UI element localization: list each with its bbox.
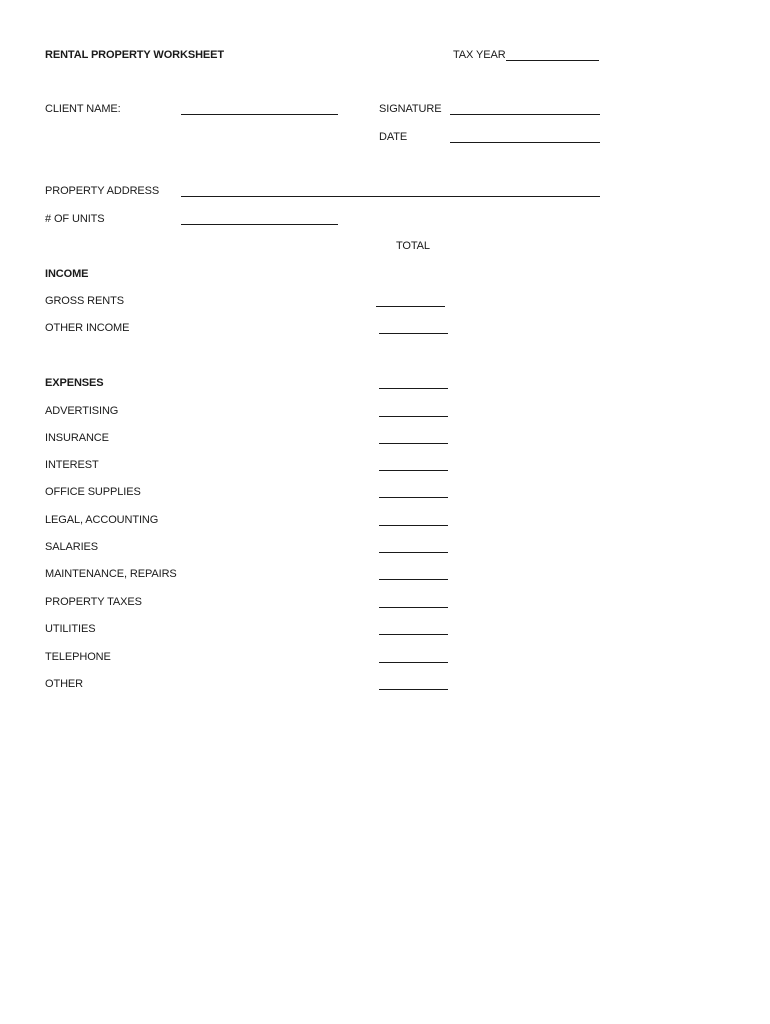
expense-item-insurance: INSURANCE	[45, 432, 109, 444]
utilities-field[interactable]	[379, 634, 448, 635]
advertising-field[interactable]	[379, 416, 448, 417]
income-item-other-income: OTHER INCOME	[45, 322, 130, 334]
other-expense-field[interactable]	[379, 689, 448, 690]
expense-item-telephone: TELEPHONE	[45, 651, 111, 663]
interest-field[interactable]	[379, 470, 448, 471]
insurance-field[interactable]	[379, 443, 448, 444]
property-taxes-field[interactable]	[379, 607, 448, 608]
units-field[interactable]	[181, 224, 338, 225]
expenses-heading: EXPENSES	[45, 377, 104, 389]
client-name-field[interactable]	[181, 114, 338, 115]
expense-item-other: OTHER	[45, 678, 84, 690]
tax-year-field[interactable]	[506, 60, 599, 61]
date-field[interactable]	[450, 142, 600, 143]
expense-item-advertising: ADVERTISING	[45, 405, 119, 417]
legal-accounting-field[interactable]	[379, 525, 448, 526]
income-heading: INCOME	[45, 268, 89, 280]
signature-label: SIGNATURE	[379, 103, 442, 115]
maintenance-repairs-field[interactable]	[379, 579, 448, 580]
expenses-total-field[interactable]	[379, 388, 448, 389]
expense-item-legal-accounting: LEGAL, ACCOUNTING	[45, 514, 159, 526]
property-address-label: PROPERTY ADDRESS	[45, 185, 160, 197]
expense-item-property-taxes: PROPERTY TAXES	[45, 596, 142, 608]
salaries-field[interactable]	[379, 552, 448, 553]
expense-item-maintenance-repairs: MAINTENANCE, REPAIRS	[45, 568, 177, 580]
expense-item-utilities: UTILITIES	[45, 623, 96, 635]
other-income-field[interactable]	[379, 333, 448, 334]
worksheet-title: RENTAL PROPERTY WORKSHEET	[45, 49, 225, 61]
income-item-gross-rents: GROSS RENTS	[45, 295, 124, 307]
expense-item-office-supplies: OFFICE SUPPLIES	[45, 486, 141, 498]
signature-field[interactable]	[450, 114, 600, 115]
total-column-header: TOTAL	[396, 240, 430, 252]
office-supplies-field[interactable]	[379, 497, 448, 498]
units-label: # OF UNITS	[45, 213, 105, 225]
tax-year-label: TAX YEAR	[453, 49, 506, 61]
date-label: DATE	[379, 131, 408, 143]
expense-item-interest: INTEREST	[45, 459, 99, 471]
gross-rents-field[interactable]	[376, 306, 445, 307]
expense-item-salaries: SALARIES	[45, 541, 99, 553]
property-address-field[interactable]	[181, 196, 600, 197]
client-name-label: CLIENT NAME:	[45, 103, 121, 115]
telephone-field[interactable]	[379, 662, 448, 663]
